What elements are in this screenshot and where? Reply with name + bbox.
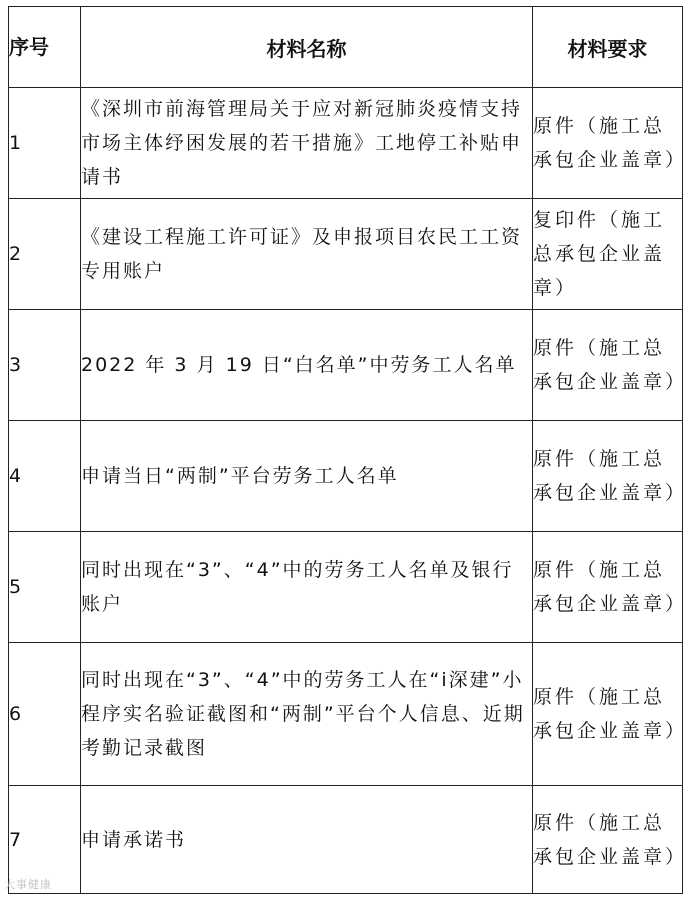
header-material-name: 材料名称 (81, 7, 533, 88)
material-requirement: 原件（施工总承包企业盖章） (533, 421, 683, 532)
row-number: 5 (9, 532, 81, 643)
material-name: 同时出现在“3”、“4”中的劳务工人名单及银行账户 (81, 532, 533, 643)
row-number: 1 (9, 88, 81, 199)
material-name: 申请当日“两制”平台劳务工人名单 (81, 421, 533, 532)
material-requirement: 复印件（施工总承包企业盖章） (533, 199, 683, 310)
material-requirement: 原件（施工总承包企业盖章） (533, 88, 683, 199)
row-number: 4 (9, 421, 81, 532)
header-material-requirement: 材料要求 (533, 7, 683, 88)
table-row (9, 88, 683, 199)
material-requirement: 原件（施工总承包企业盖章） (533, 786, 683, 894)
table-row (9, 421, 683, 532)
material-name: 申请承诺书 (81, 786, 533, 894)
row-number: 6 (9, 643, 81, 786)
material-requirement: 原件（施工总承包企业盖章） (533, 643, 683, 786)
row-number: 7 (9, 786, 81, 894)
materials-table (8, 6, 688, 894)
watermark: 大事健康 (4, 878, 52, 891)
table-header-row (9, 7, 683, 88)
table-row (9, 310, 683, 421)
row-number: 2 (9, 199, 81, 310)
table-row (9, 532, 683, 643)
material-requirement: 原件（施工总承包企业盖章） (533, 532, 683, 643)
table-row (9, 643, 683, 786)
table-row (9, 199, 683, 310)
table-row (9, 786, 683, 894)
material-requirement: 原件（施工总承包企业盖章） (533, 310, 683, 421)
row-number: 3 (9, 310, 81, 421)
header-serial-number: 序号 (9, 7, 81, 88)
material-name: 《建设工程施工许可证》及申报项目农民工工资专用账户 (81, 199, 533, 310)
material-name: 2022 年 3 月 19 日“白名单”中劳务工人名单 (81, 310, 533, 421)
material-name: 《深圳市前海管理局关于应对新冠肺炎疫情支持市场主体纾困发展的若干措施》工地停工补贴申请书 (81, 88, 533, 199)
material-name: 同时出现在“3”、“4”中的劳务工人在“i深建”小程序实名验证截图和“两制”平台个人信息、近期考勤记录截图 (81, 643, 533, 786)
